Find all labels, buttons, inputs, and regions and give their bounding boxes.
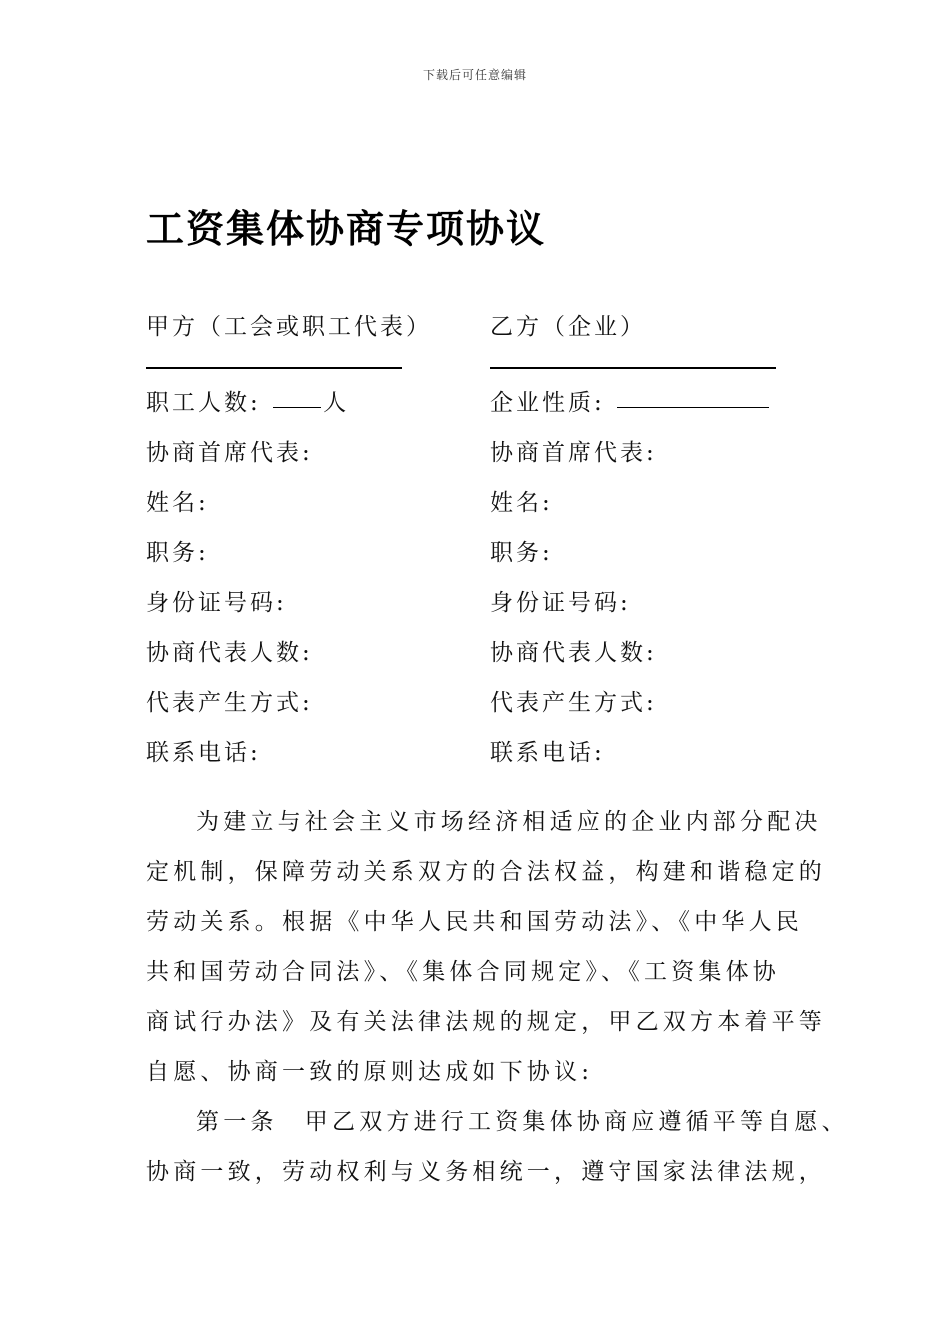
party-b-id-number: 身份证号码: (490, 590, 631, 616)
article-1-line: 第一条 甲乙双方进行工资集体协商应遵循平等自愿、 (196, 1109, 849, 1135)
party-b-phone: 联系电话: (490, 740, 605, 766)
header-note: 下载后可任意编辑 (422, 68, 527, 82)
party-b-name: 姓名: (490, 490, 553, 516)
preamble-line: 为建立与社会主义市场经济相适应的企业内部分配决 (196, 809, 822, 835)
enterprise-type-blank[interactable] (617, 406, 769, 408)
article-1-paragraph (146, 1097, 849, 1197)
preamble-line: 共和国劳动合同法》、《集体合同规定》、《工资集体协 (146, 959, 780, 985)
party-b-rep-count: 协商代表人数: (490, 640, 657, 666)
preamble-line: 劳动关系。根据《中华人民共和国劳动法》、《中华人民 (146, 909, 803, 935)
party-b-signature-line (490, 367, 776, 369)
party-a-rep-count: 协商代表人数: (146, 640, 313, 666)
party-b-rep-method: 代表产生方式: (490, 690, 657, 716)
party-a-name: 姓名: (146, 490, 209, 516)
enterprise-type-label: 企业性质: (490, 390, 605, 416)
party-a-id-number: 身份证号码: (146, 590, 287, 616)
party-b-label: 乙方（企业） (490, 314, 646, 340)
party-b-chief-rep: 协商首席代表: (490, 440, 657, 466)
article-1-line: 协商一致，劳动权利与义务相统一，遵守国家法律法规， (146, 1159, 826, 1185)
party-b-position: 职务: (490, 540, 553, 566)
staff-count-suffix: 人 (323, 390, 350, 416)
party-a-staff-count-row (146, 384, 349, 417)
party-a-phone: 联系电话: (146, 740, 261, 766)
party-a-rep-method: 代表产生方式: (146, 690, 313, 716)
preamble-line: 定机制，保障劳动关系双方的合法权益，构建和谐稳定的 (146, 859, 826, 885)
preamble-line: 自愿、协商一致的原则达成如下协议: (146, 1059, 594, 1085)
staff-count-label: 职工人数: (146, 390, 261, 416)
staff-count-blank[interactable] (273, 406, 321, 408)
party-a-position: 职务: (146, 540, 209, 566)
preamble-paragraph (146, 797, 826, 1097)
party-a-chief-rep: 协商首席代表: (146, 440, 313, 466)
page-title: 工资集体协商专项协议 (146, 207, 547, 251)
preamble-line: 商试行办法》及有关法律法规的规定，甲乙双方本着平等 (146, 1009, 826, 1035)
party-a-signature-line (146, 367, 402, 369)
party-a-label: 甲方（工会或职工代表） (146, 314, 432, 340)
party-b-enterprise-type-row (490, 384, 771, 417)
